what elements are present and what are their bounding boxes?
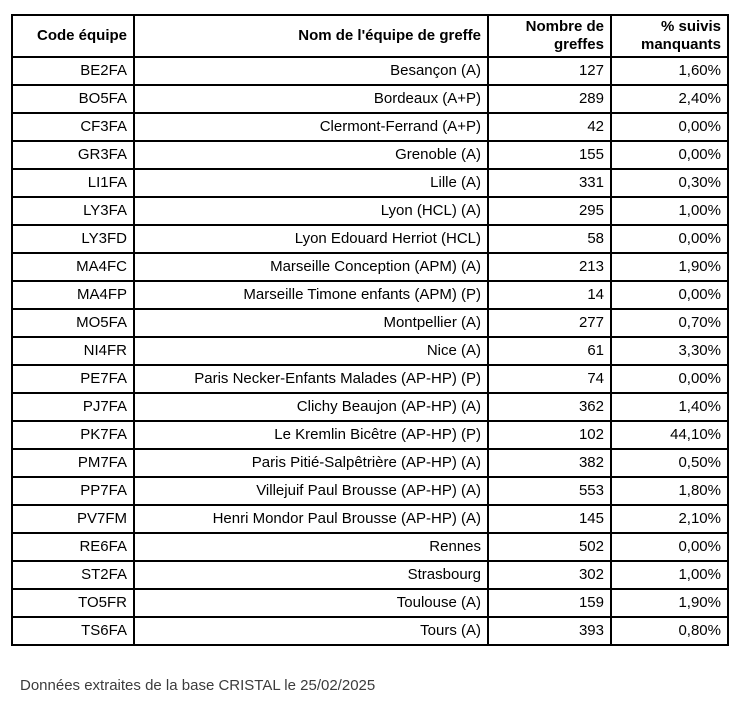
team-code-cell: BO5FA <box>12 85 134 113</box>
missing-pct-cell: 2,40% <box>611 85 728 113</box>
table-row <box>12 337 728 365</box>
greffe-teams-table <box>11 14 729 646</box>
team-name-cell: Villejuif Paul Brousse (AP-HP) (A) <box>134 477 488 505</box>
table-row <box>12 85 728 113</box>
team-code-cell: TO5FR <box>12 589 134 617</box>
missing-pct-cell: 1,80% <box>611 477 728 505</box>
team-code-cell: TS6FA <box>12 617 134 645</box>
extraction-note: Données extraites de la base CRISTAL le 25/02/2025 <box>20 677 376 694</box>
team-code-cell: LI1FA <box>12 169 134 197</box>
team-name-cell: Paris Necker-Enfants Malades (AP-HP) (P) <box>134 365 488 393</box>
header-nom-equipe: Nom de l'équipe de greffe <box>134 15 488 57</box>
table-row <box>12 393 728 421</box>
greffe-count-cell: 74 <box>488 365 611 393</box>
missing-pct-cell: 0,00% <box>611 533 728 561</box>
team-code-cell: LY3FA <box>12 197 134 225</box>
table-row <box>12 449 728 477</box>
table-row <box>12 421 728 449</box>
team-name-cell: Tours (A) <box>134 617 488 645</box>
greffe-count-cell: 61 <box>488 337 611 365</box>
table-row <box>12 561 728 589</box>
team-name-cell: Besançon (A) <box>134 57 488 85</box>
team-name-cell: Paris Pitié-Salpêtrière (AP-HP) (A) <box>134 449 488 477</box>
greffe-count-cell: 289 <box>488 85 611 113</box>
team-code-cell: RE6FA <box>12 533 134 561</box>
greffe-count-cell: 58 <box>488 225 611 253</box>
table-row <box>12 281 728 309</box>
team-name-cell: Marseille Conception (APM) (A) <box>134 253 488 281</box>
missing-pct-cell: 0,00% <box>611 281 728 309</box>
greffe-count-cell: 213 <box>488 253 611 281</box>
greffe-count-cell: 14 <box>488 281 611 309</box>
table-row <box>12 197 728 225</box>
missing-pct-cell: 0,80% <box>611 617 728 645</box>
missing-pct-cell: 1,00% <box>611 197 728 225</box>
table-row <box>12 617 728 645</box>
missing-pct-cell: 1,90% <box>611 589 728 617</box>
table-row <box>12 589 728 617</box>
table-row <box>12 225 728 253</box>
missing-pct-cell: 0,00% <box>611 365 728 393</box>
missing-pct-cell: 1,60% <box>611 57 728 85</box>
greffe-count-cell: 277 <box>488 309 611 337</box>
greffe-count-cell: 302 <box>488 561 611 589</box>
team-name-cell: Toulouse (A) <box>134 589 488 617</box>
greffe-count-cell: 502 <box>488 533 611 561</box>
greffe-count-cell: 331 <box>488 169 611 197</box>
team-code-cell: MA4FP <box>12 281 134 309</box>
table-row <box>12 169 728 197</box>
greffe-count-cell: 159 <box>488 589 611 617</box>
team-name-cell: Montpellier (A) <box>134 309 488 337</box>
table-row <box>12 141 728 169</box>
missing-pct-cell: 1,00% <box>611 561 728 589</box>
team-code-cell: PK7FA <box>12 421 134 449</box>
team-name-cell: Lille (A) <box>134 169 488 197</box>
team-name-cell: Lyon Edouard Herriot (HCL) <box>134 225 488 253</box>
table-row <box>12 57 728 85</box>
header-pct-suivis-manquants: % suivis manquants <box>611 15 728 57</box>
header-row <box>12 15 728 57</box>
table-row <box>12 365 728 393</box>
team-name-cell: Henri Mondor Paul Brousse (AP-HP) (A) <box>134 505 488 533</box>
greffe-count-cell: 382 <box>488 449 611 477</box>
header-code-equipe: Code équipe <box>12 15 134 57</box>
missing-pct-cell: 3,30% <box>611 337 728 365</box>
team-name-cell: Grenoble (A) <box>134 141 488 169</box>
team-code-cell: ST2FA <box>12 561 134 589</box>
greffe-count-cell: 155 <box>488 141 611 169</box>
missing-pct-cell: 44,10% <box>611 421 728 449</box>
team-name-cell: Rennes <box>134 533 488 561</box>
missing-pct-cell: 1,90% <box>611 253 728 281</box>
missing-pct-cell: 2,10% <box>611 505 728 533</box>
team-name-cell: Lyon (HCL) (A) <box>134 197 488 225</box>
table-row <box>12 309 728 337</box>
team-code-cell: NI4FR <box>12 337 134 365</box>
team-code-cell: PM7FA <box>12 449 134 477</box>
table-body <box>12 57 728 645</box>
team-code-cell: MA4FC <box>12 253 134 281</box>
team-code-cell: BE2FA <box>12 57 134 85</box>
team-name-cell: Clichy Beaujon (AP-HP) (A) <box>134 393 488 421</box>
team-name-cell: Marseille Timone enfants (APM) (P) <box>134 281 488 309</box>
team-name-cell: Clermont-Ferrand (A+P) <box>134 113 488 141</box>
team-code-cell: PJ7FA <box>12 393 134 421</box>
missing-pct-cell: 0,30% <box>611 169 728 197</box>
greffe-count-cell: 145 <box>488 505 611 533</box>
team-name-cell: Le Kremlin Bicêtre (AP-HP) (P) <box>134 421 488 449</box>
missing-pct-cell: 0,70% <box>611 309 728 337</box>
greffe-count-cell: 42 <box>488 113 611 141</box>
table-row <box>12 113 728 141</box>
team-code-cell: CF3FA <box>12 113 134 141</box>
team-code-cell: PP7FA <box>12 477 134 505</box>
table-row <box>12 533 728 561</box>
missing-pct-cell: 0,50% <box>611 449 728 477</box>
team-code-cell: PE7FA <box>12 365 134 393</box>
missing-pct-cell: 1,40% <box>611 393 728 421</box>
missing-pct-cell: 0,00% <box>611 225 728 253</box>
team-code-cell: LY3FD <box>12 225 134 253</box>
table-header <box>12 15 728 57</box>
table-row <box>12 253 728 281</box>
greffe-count-cell: 102 <box>488 421 611 449</box>
table-row <box>12 477 728 505</box>
team-name-cell: Nice (A) <box>134 337 488 365</box>
greffe-count-cell: 393 <box>488 617 611 645</box>
header-nombre-greffes: Nombre de greffes <box>488 15 611 57</box>
team-name-cell: Bordeaux (A+P) <box>134 85 488 113</box>
table-row <box>12 505 728 533</box>
greffe-count-cell: 553 <box>488 477 611 505</box>
team-name-cell: Strasbourg <box>134 561 488 589</box>
greffe-count-cell: 362 <box>488 393 611 421</box>
greffe-count-cell: 295 <box>488 197 611 225</box>
team-code-cell: PV7FM <box>12 505 134 533</box>
greffe-count-cell: 127 <box>488 57 611 85</box>
missing-pct-cell: 0,00% <box>611 141 728 169</box>
team-code-cell: GR3FA <box>12 141 134 169</box>
missing-pct-cell: 0,00% <box>611 113 728 141</box>
team-code-cell: MO5FA <box>12 309 134 337</box>
